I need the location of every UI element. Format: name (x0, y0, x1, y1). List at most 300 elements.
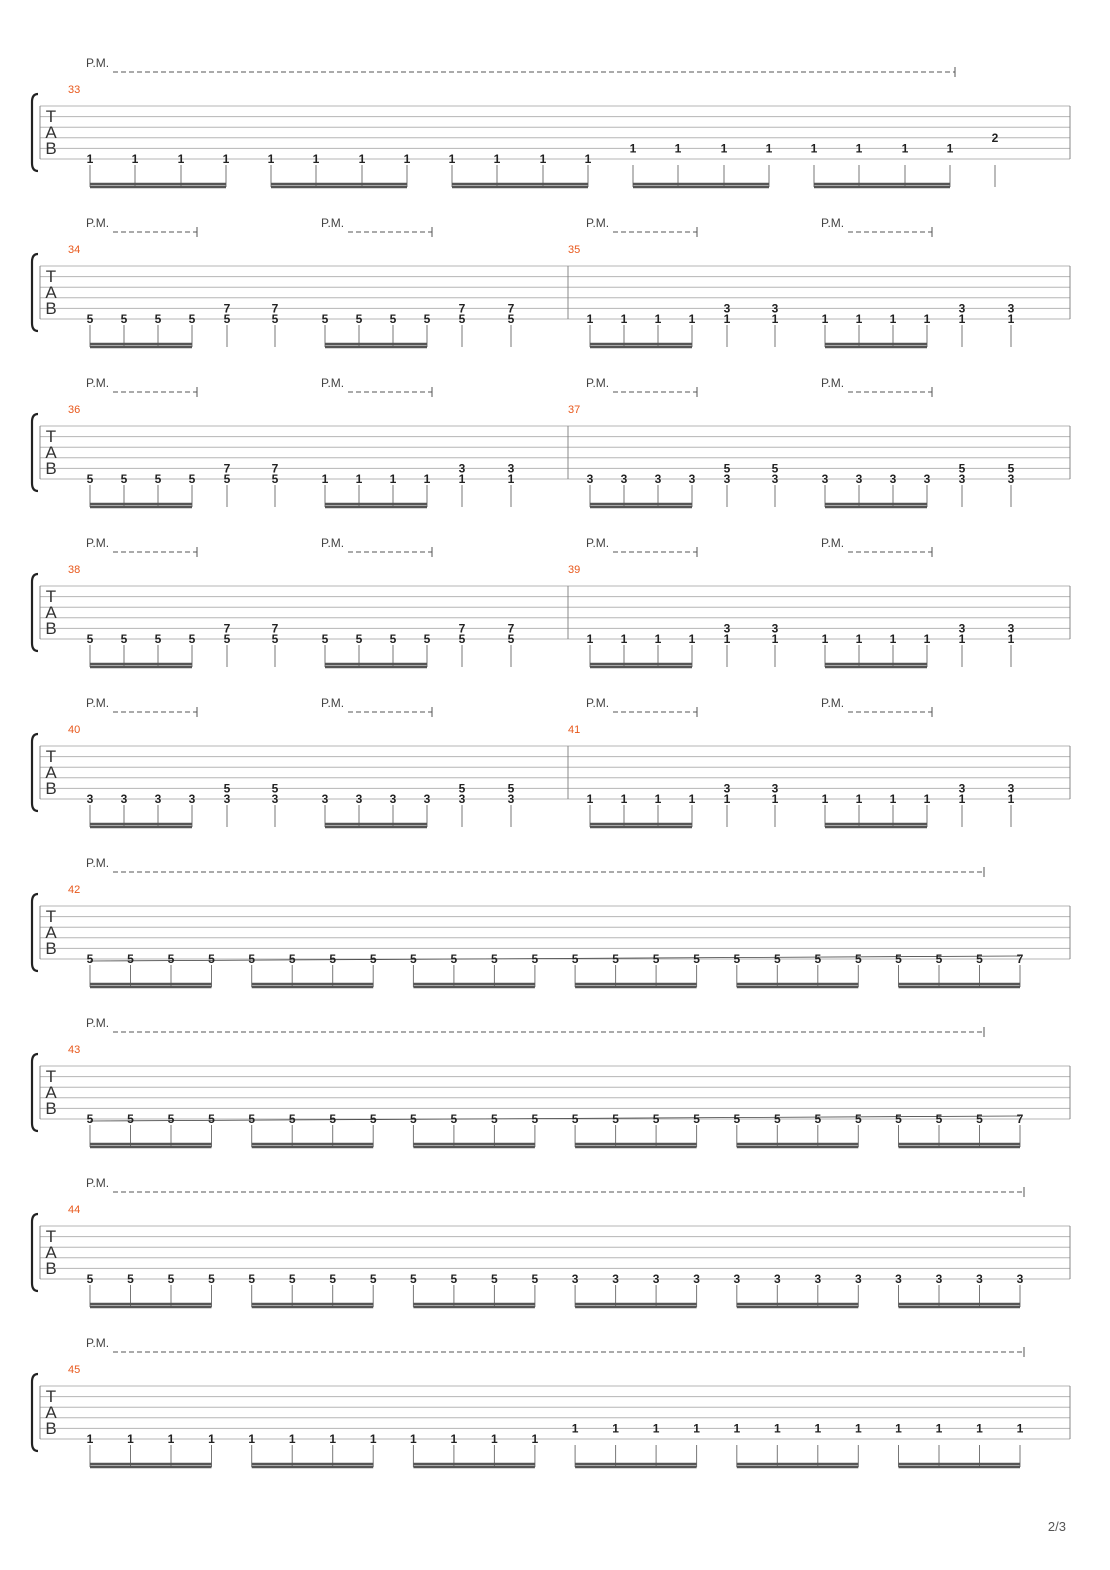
measure-number: 39 (568, 564, 581, 576)
fret-number: 3 (223, 792, 231, 806)
fret-number: 5 (854, 952, 862, 966)
fret-number: 3 (958, 621, 966, 636)
tab-clef-letter: B (45, 939, 57, 958)
fret-number: 5 (86, 1112, 94, 1126)
fret-number: 1 (586, 312, 594, 326)
fret-number: 3 (771, 301, 779, 316)
fret-number: 5 (507, 781, 515, 796)
fret-number: 3 (423, 792, 431, 806)
fret-number: 5 (329, 952, 337, 966)
fret-number: 3 (771, 781, 779, 796)
fret-number: 7 (223, 621, 231, 636)
measure-number: 43 (68, 1044, 81, 1056)
fret-number: 1 (312, 152, 320, 166)
fret-number: 5 (652, 952, 660, 966)
fret-number: 5 (733, 1112, 741, 1126)
palm-mute-label: P.M. (321, 376, 345, 390)
tab-clef-letter: B (45, 139, 57, 158)
fret-number: 1 (493, 152, 501, 166)
fret-number: 5 (208, 952, 215, 966)
fret-number: 5 (167, 952, 175, 966)
fret-number: 5 (976, 952, 983, 966)
fret-number: 3 (935, 1272, 943, 1286)
fret-number: 1 (821, 312, 829, 326)
fret-number: 5 (389, 312, 397, 326)
fret-number: 3 (1007, 472, 1015, 486)
tab-system (32, 216, 1070, 347)
tab-clef-letter: B (45, 619, 57, 638)
fret-number: 3 (723, 781, 731, 796)
fret-number: 3 (771, 472, 779, 486)
fret-number: 1 (855, 792, 863, 806)
fret-number: 1 (923, 792, 931, 806)
measure-number: 34 (68, 244, 81, 256)
fret-number: 3 (507, 461, 515, 476)
tab-clef-letter: B (45, 299, 57, 318)
fret-number: 1 (1007, 792, 1015, 806)
fret-number: 5 (693, 952, 700, 966)
measure-number: 38 (68, 564, 81, 576)
fret-number: 5 (895, 952, 902, 966)
fret-number: 1 (723, 792, 731, 806)
fret-number: 1 (654, 312, 662, 326)
fret-number: 5 (773, 1112, 781, 1126)
fret-number: 1 (358, 152, 366, 166)
fret-number: 5 (612, 1112, 619, 1126)
fret-number: 5 (410, 1112, 417, 1126)
fret-number: 5 (321, 632, 329, 646)
fret-number: 1 (584, 152, 592, 166)
fret-number: 1 (629, 141, 637, 156)
fret-number: 7 (271, 461, 279, 476)
fret-number: 7 (507, 621, 515, 636)
fret-number: 5 (935, 1112, 943, 1126)
fret-number: 1 (410, 1432, 417, 1446)
palm-mute-label: P.M. (86, 216, 110, 230)
fret-number: 1 (810, 141, 818, 156)
fret-number: 3 (389, 792, 397, 806)
fret-number: 1 (248, 1432, 256, 1446)
fret-number: 5 (86, 472, 94, 486)
fret-number: 2 (991, 130, 999, 145)
tab-clef-letter: T (45, 267, 57, 286)
fret-number: 3 (958, 301, 966, 316)
fret-number: 3 (321, 792, 329, 806)
fret-number: 5 (895, 1112, 902, 1126)
fret-number: 5 (491, 952, 498, 966)
fret-number: 1 (923, 632, 931, 646)
fret-number: 7 (271, 621, 279, 636)
palm-mute-label: P.M. (86, 696, 110, 710)
fret-number: 7 (458, 301, 466, 316)
palm-mute-label: P.M. (321, 696, 345, 710)
fret-number: 1 (507, 472, 515, 486)
fret-number: 1 (688, 312, 696, 326)
fret-number: 5 (814, 1112, 822, 1126)
tab-system (32, 856, 1070, 987)
fret-number: 1 (855, 632, 863, 646)
tab-clef-letter: A (45, 1083, 57, 1102)
fret-number: 1 (733, 1421, 741, 1436)
fret-number: 1 (620, 632, 628, 646)
fret-number: 7 (223, 461, 231, 476)
palm-mute-label: P.M. (586, 696, 610, 710)
fret-number: 1 (688, 792, 696, 806)
fret-number: 1 (889, 312, 897, 326)
fret-number: 5 (127, 952, 134, 966)
fret-number: 1 (403, 152, 411, 166)
fret-number: 1 (620, 312, 628, 326)
fret-number: 1 (720, 141, 728, 156)
fret-number: 3 (571, 1272, 579, 1286)
fret-number: 7 (1016, 1112, 1024, 1126)
tab-clef-letter: T (45, 1387, 57, 1406)
fret-number: 7 (271, 301, 279, 316)
fret-number: 5 (248, 1112, 256, 1126)
measure-number: 41 (568, 724, 581, 736)
fret-number: 3 (814, 1272, 822, 1286)
fret-number: 3 (355, 792, 363, 806)
fret-number: 5 (288, 1112, 296, 1126)
tab-system (32, 1176, 1070, 1307)
fret-number: 3 (976, 1272, 983, 1286)
fret-number: 1 (288, 1432, 296, 1446)
tab-clef-letter: A (45, 283, 57, 302)
fret-number: 5 (321, 312, 329, 326)
fret-number: 5 (355, 632, 363, 646)
palm-mute-label: P.M. (586, 376, 610, 390)
fret-number: 5 (723, 461, 731, 476)
fret-number: 1 (329, 1432, 337, 1446)
fret-number: 1 (901, 141, 909, 156)
fret-number: 1 (355, 472, 363, 486)
fret-number: 3 (821, 472, 829, 486)
palm-mute-label: P.M. (86, 1176, 110, 1190)
palm-mute-label: P.M. (821, 216, 845, 230)
fret-number: 1 (814, 1421, 822, 1436)
system-bracket (32, 734, 38, 811)
fret-number: 5 (120, 632, 128, 646)
fret-number: 5 (188, 632, 196, 646)
fret-number: 1 (1007, 312, 1015, 326)
fret-number: 1 (821, 792, 829, 806)
fret-number: 5 (450, 1272, 458, 1286)
fret-number: 5 (571, 952, 579, 966)
fret-number: 5 (693, 1112, 700, 1126)
fret-number: 5 (223, 781, 231, 796)
fret-number: 1 (765, 141, 773, 156)
fret-number: 1 (855, 312, 863, 326)
fret-number: 5 (86, 1272, 94, 1286)
fret-number: 5 (154, 632, 162, 646)
measure-number: 40 (68, 724, 81, 736)
fret-number: 5 (423, 312, 431, 326)
fret-number: 5 (271, 312, 279, 326)
fret-number: 7 (507, 301, 515, 316)
fret-number: 1 (539, 152, 547, 166)
tab-clef-letter: B (45, 459, 57, 478)
fret-number: 5 (154, 312, 162, 326)
fret-number: 5 (773, 952, 781, 966)
fret-number: 3 (586, 472, 594, 486)
palm-mute-label: P.M. (821, 696, 845, 710)
fret-number: 1 (923, 312, 931, 326)
tab-system (32, 536, 1070, 667)
tab-clef-letter: A (45, 1243, 57, 1262)
fret-number: 5 (288, 952, 296, 966)
measure-number: 42 (68, 884, 81, 896)
fret-number: 1 (586, 632, 594, 646)
fret-number: 1 (895, 1421, 902, 1436)
fret-number: 5 (450, 1112, 458, 1126)
fret-number: 5 (208, 1112, 215, 1126)
palm-mute-label: P.M. (321, 216, 345, 230)
fret-number: 5 (491, 1112, 498, 1126)
fret-number: 1 (821, 632, 829, 646)
tab-system (32, 1016, 1070, 1147)
fret-number: 5 (329, 1272, 337, 1286)
fret-number: 5 (410, 952, 417, 966)
system-bracket (32, 1374, 38, 1451)
fret-number: 7 (223, 301, 231, 316)
fret-number: 5 (612, 952, 619, 966)
fret-number: 1 (86, 152, 94, 166)
tab-clef-letter: A (45, 123, 57, 142)
fret-number: 1 (935, 1421, 943, 1436)
fret-number: 5 (507, 632, 515, 646)
system-bracket (32, 94, 38, 171)
tab-clef-letter: B (45, 1419, 57, 1438)
fret-number: 3 (854, 1272, 862, 1286)
fret-number: 1 (723, 312, 731, 326)
fret-number: 5 (531, 1112, 539, 1126)
fret-number: 3 (771, 621, 779, 636)
fret-number: 1 (127, 1432, 134, 1446)
fret-number: 1 (531, 1432, 539, 1446)
fret-number: 3 (923, 472, 931, 486)
fret-number: 3 (958, 472, 966, 486)
tab-system (32, 376, 1070, 507)
fret-number: 1 (958, 312, 966, 326)
fret-number: 3 (723, 301, 731, 316)
fret-number: 1 (723, 632, 731, 646)
fret-number: 1 (458, 472, 466, 486)
fret-number: 1 (267, 152, 275, 166)
tab-system (32, 1336, 1070, 1467)
fret-number: 1 (389, 472, 397, 486)
tab-clef-letter: B (45, 1259, 57, 1278)
fret-number: 5 (127, 1112, 134, 1126)
palm-mute-label: P.M. (586, 216, 610, 230)
fret-number: 1 (177, 152, 185, 166)
tab-clef-letter: T (45, 1227, 57, 1246)
palm-mute-label: P.M. (86, 856, 110, 870)
fret-number: 5 (86, 632, 94, 646)
fret-number: 1 (654, 792, 662, 806)
fret-number: 1 (222, 152, 230, 166)
fret-number: 5 (188, 312, 196, 326)
fret-number: 1 (620, 792, 628, 806)
palm-mute-label: P.M. (821, 536, 845, 550)
fret-number: 5 (355, 312, 363, 326)
fret-number: 1 (1016, 1421, 1024, 1436)
fret-number: 1 (958, 632, 966, 646)
fret-number: 3 (86, 792, 94, 806)
fret-number: 3 (693, 1272, 700, 1286)
fret-number: 3 (723, 472, 731, 486)
fret-number: 1 (654, 632, 662, 646)
fret-number: 3 (723, 621, 731, 636)
fret-number: 5 (208, 1272, 215, 1286)
tab-clef-letter: A (45, 923, 57, 942)
palm-mute-label: P.M. (821, 376, 845, 390)
fret-number: 1 (491, 1432, 498, 1446)
fret-number: 5 (329, 1112, 337, 1126)
fret-number: 5 (127, 1272, 134, 1286)
fret-number: 5 (976, 1112, 983, 1126)
fret-number: 7 (458, 621, 466, 636)
palm-mute-label: P.M. (586, 536, 610, 550)
fret-number: 3 (688, 472, 696, 486)
fret-number: 5 (491, 1272, 498, 1286)
fret-number: 5 (733, 952, 741, 966)
tab-clef-letter: A (45, 763, 57, 782)
fret-number: 5 (248, 952, 256, 966)
fret-number: 5 (458, 781, 466, 796)
fret-number: 5 (86, 312, 94, 326)
fret-number: 5 (86, 952, 94, 966)
fret-number: 3 (154, 792, 162, 806)
fret-number: 5 (120, 472, 128, 486)
fret-number: 1 (674, 141, 682, 156)
fret-number: 1 (652, 1421, 660, 1436)
system-bracket (32, 1054, 38, 1131)
fret-number: 3 (773, 1272, 781, 1286)
palm-mute-label: P.M. (86, 1336, 110, 1350)
tab-clef-letter: B (45, 779, 57, 798)
fret-number: 3 (889, 472, 897, 486)
fret-number: 3 (620, 472, 628, 486)
fret-number: 5 (248, 1272, 256, 1286)
fret-number: 5 (288, 1272, 296, 1286)
fret-number: 1 (889, 792, 897, 806)
tab-clef-letter: T (45, 107, 57, 126)
fret-number: 5 (771, 461, 779, 476)
fret-number: 5 (120, 312, 128, 326)
system-bracket (32, 1214, 38, 1291)
fret-number: 1 (771, 792, 779, 806)
fret-number: 5 (167, 1112, 175, 1126)
fret-number: 3 (458, 461, 466, 476)
palm-mute-label: P.M. (86, 536, 110, 550)
measure-number: 33 (68, 84, 81, 96)
fret-number: 1 (586, 792, 594, 806)
fret-number: 1 (423, 472, 431, 486)
tab-clef-letter: T (45, 747, 57, 766)
fret-number: 3 (1016, 1272, 1024, 1286)
fret-number: 1 (771, 632, 779, 646)
fret-number: 5 (507, 312, 515, 326)
fret-number: 5 (188, 472, 196, 486)
fret-number: 1 (131, 152, 139, 166)
tab-clef-letter: T (45, 907, 57, 926)
fret-number: 3 (855, 472, 863, 486)
tab-clef-letter: A (45, 443, 57, 462)
system-bracket (32, 894, 38, 971)
fret-number: 3 (458, 792, 466, 806)
fret-number: 5 (223, 312, 231, 326)
fret-number: 1 (771, 312, 779, 326)
fret-number: 3 (507, 792, 515, 806)
tab-clef-letter: T (45, 1067, 57, 1086)
fret-number: 5 (458, 312, 466, 326)
fret-number: 5 (458, 632, 466, 646)
tab-clef-letter: A (45, 603, 57, 622)
fret-number: 5 (223, 632, 231, 646)
fret-number: 5 (1007, 461, 1015, 476)
fret-number: 1 (321, 472, 329, 486)
fret-number: 3 (1007, 621, 1015, 636)
tab-clef-letter: T (45, 427, 57, 446)
fret-number: 1 (167, 1432, 175, 1446)
system-bracket (32, 574, 38, 651)
measure-number: 36 (68, 404, 81, 416)
fret-number: 1 (208, 1432, 215, 1446)
fret-number: 5 (652, 1112, 660, 1126)
fret-number: 5 (531, 1272, 539, 1286)
palm-mute-label: P.M. (86, 56, 110, 70)
fret-number: 3 (733, 1272, 741, 1286)
fret-number: 5 (935, 952, 943, 966)
fret-number: 5 (389, 632, 397, 646)
fret-number: 5 (271, 472, 279, 486)
fret-number: 1 (612, 1421, 619, 1436)
fret-number: 1 (688, 632, 696, 646)
fret-number: 5 (223, 472, 231, 486)
fret-number: 1 (369, 1432, 377, 1446)
fret-number: 5 (271, 781, 279, 796)
fret-number: 1 (889, 632, 897, 646)
fret-number: 5 (814, 952, 822, 966)
fret-number: 5 (369, 1112, 377, 1126)
system-bracket (32, 254, 38, 331)
fret-number: 5 (958, 461, 966, 476)
measure-number: 35 (568, 244, 581, 256)
tab-system (32, 56, 1070, 187)
fret-number: 1 (976, 1421, 983, 1436)
tab-clef-letter: T (45, 587, 57, 606)
fret-number: 1 (450, 1432, 458, 1446)
palm-mute-label: P.M. (86, 1016, 110, 1030)
fret-number: 3 (895, 1272, 902, 1286)
fret-number: 5 (571, 1112, 579, 1126)
palm-mute-label: P.M. (86, 376, 110, 390)
fret-number: 1 (854, 1421, 862, 1436)
fret-number: 5 (369, 952, 377, 966)
fret-number: 3 (271, 792, 279, 806)
fret-number: 5 (423, 632, 431, 646)
fret-number: 3 (1007, 301, 1015, 316)
fret-number: 5 (854, 1112, 862, 1126)
fret-number: 5 (450, 952, 458, 966)
fret-number: 3 (1007, 781, 1015, 796)
fret-number: 3 (652, 1272, 660, 1286)
fret-number: 5 (271, 632, 279, 646)
fret-number: 5 (167, 1272, 175, 1286)
fret-number: 3 (188, 792, 196, 806)
fret-number: 5 (154, 472, 162, 486)
fret-number: 3 (654, 472, 662, 486)
